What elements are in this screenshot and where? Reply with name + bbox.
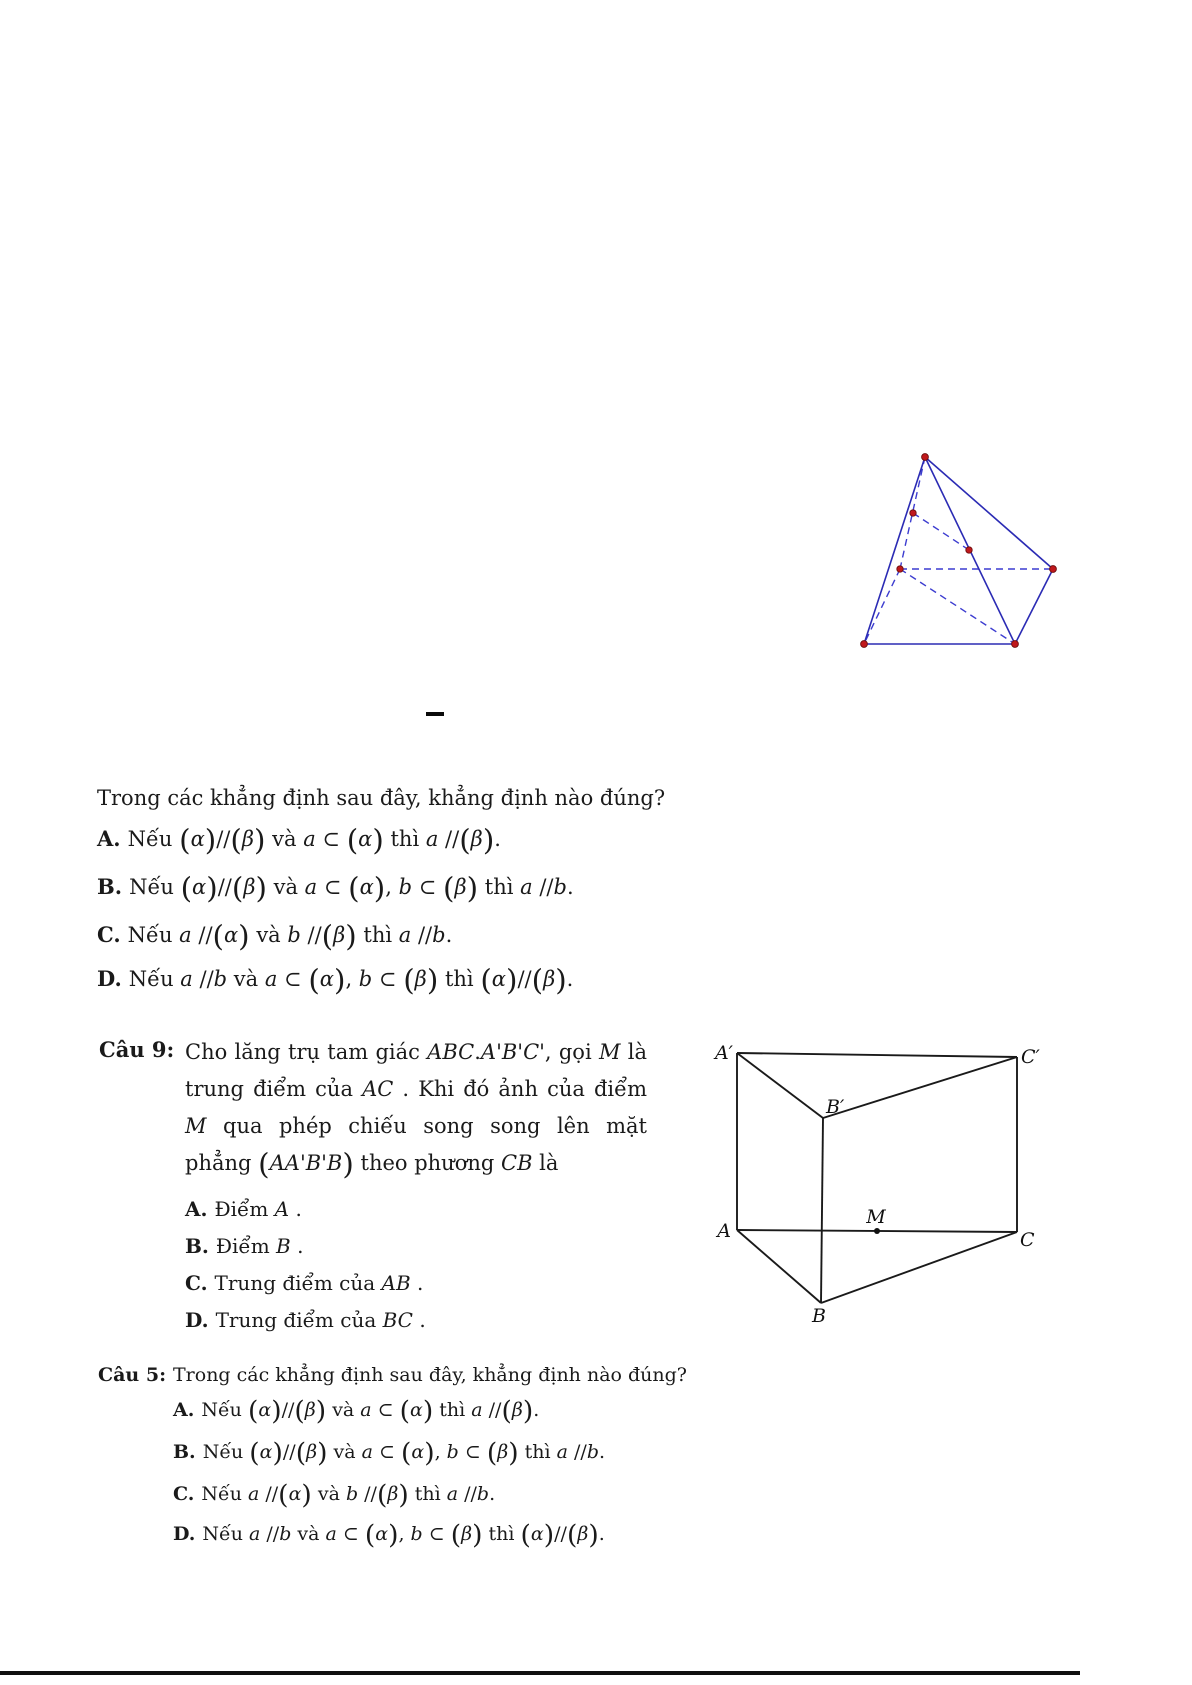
tetra-vertex-dots	[861, 454, 1057, 648]
label-b-prime: B′	[826, 1096, 845, 1118]
option-label: C.	[185, 1271, 208, 1295]
option-label: C.	[173, 1483, 195, 1506]
option-text: Nếu (α)//(β) và a ⊂ (α), b ⊂ (β) thì a //b.	[129, 871, 574, 906]
cau9-option-b	[185, 1234, 303, 1258]
prism-edges	[737, 1053, 1017, 1303]
tetra-hidden-edges	[864, 457, 1053, 644]
option-label: D.	[173, 1523, 196, 1546]
option-text: Nếu a //(α) và b //(β) thì a //b.	[127, 919, 453, 954]
option-label: A.	[97, 826, 121, 851]
label-c: C	[1020, 1229, 1035, 1251]
option-text: Nếu (α)//(β) và a ⊂ (α), b ⊂ (β) thì a //b.	[202, 1438, 606, 1469]
option-label: B.	[173, 1441, 196, 1464]
option-label: D.	[185, 1308, 209, 1332]
label-b: B	[812, 1305, 826, 1325]
option-label: A.	[173, 1399, 195, 1422]
question-top-option-c	[97, 919, 453, 954]
option-text: Nếu a //b và a ⊂ (α), b ⊂ (β) thì (α)//(β).	[128, 963, 574, 998]
option-label: D.	[97, 966, 122, 991]
cau5-prompt: Trong các khẳng định sau đây, khẳng định nào đúng?	[173, 1364, 687, 1386]
cau5-number: Câu 5:	[98, 1364, 167, 1386]
label-m: M	[866, 1206, 886, 1228]
label-c-prime: C′	[1021, 1046, 1040, 1068]
option-text: Nếu a //b và a ⊂ (α), b ⊂ (β) thì (α)//(β).	[202, 1520, 605, 1551]
cau9-option-a	[185, 1197, 302, 1221]
option-text: Trung điểm của AB .	[214, 1271, 424, 1295]
question-top-option-b	[97, 871, 574, 906]
tetrahedron-figure	[845, 435, 1075, 660]
separator-dash	[426, 712, 444, 716]
option-text: Trung điểm của BC .	[215, 1308, 426, 1332]
tetra-solid-edges	[864, 457, 1053, 644]
option-text: Nếu (α)//(β) và a ⊂ (α) thì a //(β).	[127, 823, 501, 858]
option-text: Điểm A .	[214, 1197, 302, 1221]
bottom-rule	[0, 1671, 1080, 1675]
cau5-option-d	[173, 1520, 605, 1551]
cau9-body: Cho lăng trụ tam giác ABC.A'B'C', gọi M là trung điểm của AC . Khi đó ảnh của điểm M qua phép chiếu song song lên mặt phẳng (AA'B'B) theo phương CB là	[185, 1040, 647, 1182]
option-label: B.	[185, 1234, 209, 1258]
question-top-option-a	[97, 823, 501, 858]
option-label: C.	[97, 922, 121, 947]
cau5-option-b	[173, 1438, 606, 1469]
cau5-option-c	[173, 1480, 496, 1511]
option-label: A.	[185, 1197, 208, 1221]
question-top-prompt: Trong các khẳng định sau đây, khẳng định nào đúng?	[97, 786, 666, 810]
cau9-number: Câu 9:	[99, 1037, 175, 1062]
label-a: A	[717, 1220, 731, 1242]
label-a-prime: A′	[714, 1042, 733, 1064]
prism-figure	[695, 1025, 1040, 1325]
prism-point-m-dot	[874, 1228, 880, 1234]
cau5-option-a	[173, 1396, 540, 1427]
cau9-option-d	[185, 1308, 426, 1332]
cau9-option-c	[185, 1271, 423, 1295]
question-top-option-d	[97, 963, 574, 998]
option-text: Nếu (α)//(β) và a ⊂ (α) thì a //(β).	[201, 1396, 540, 1427]
option-text: Điểm B .	[215, 1234, 304, 1258]
option-text: Nếu a //(α) và b //(β) thì a //b.	[201, 1480, 496, 1511]
option-label: B.	[97, 874, 123, 899]
